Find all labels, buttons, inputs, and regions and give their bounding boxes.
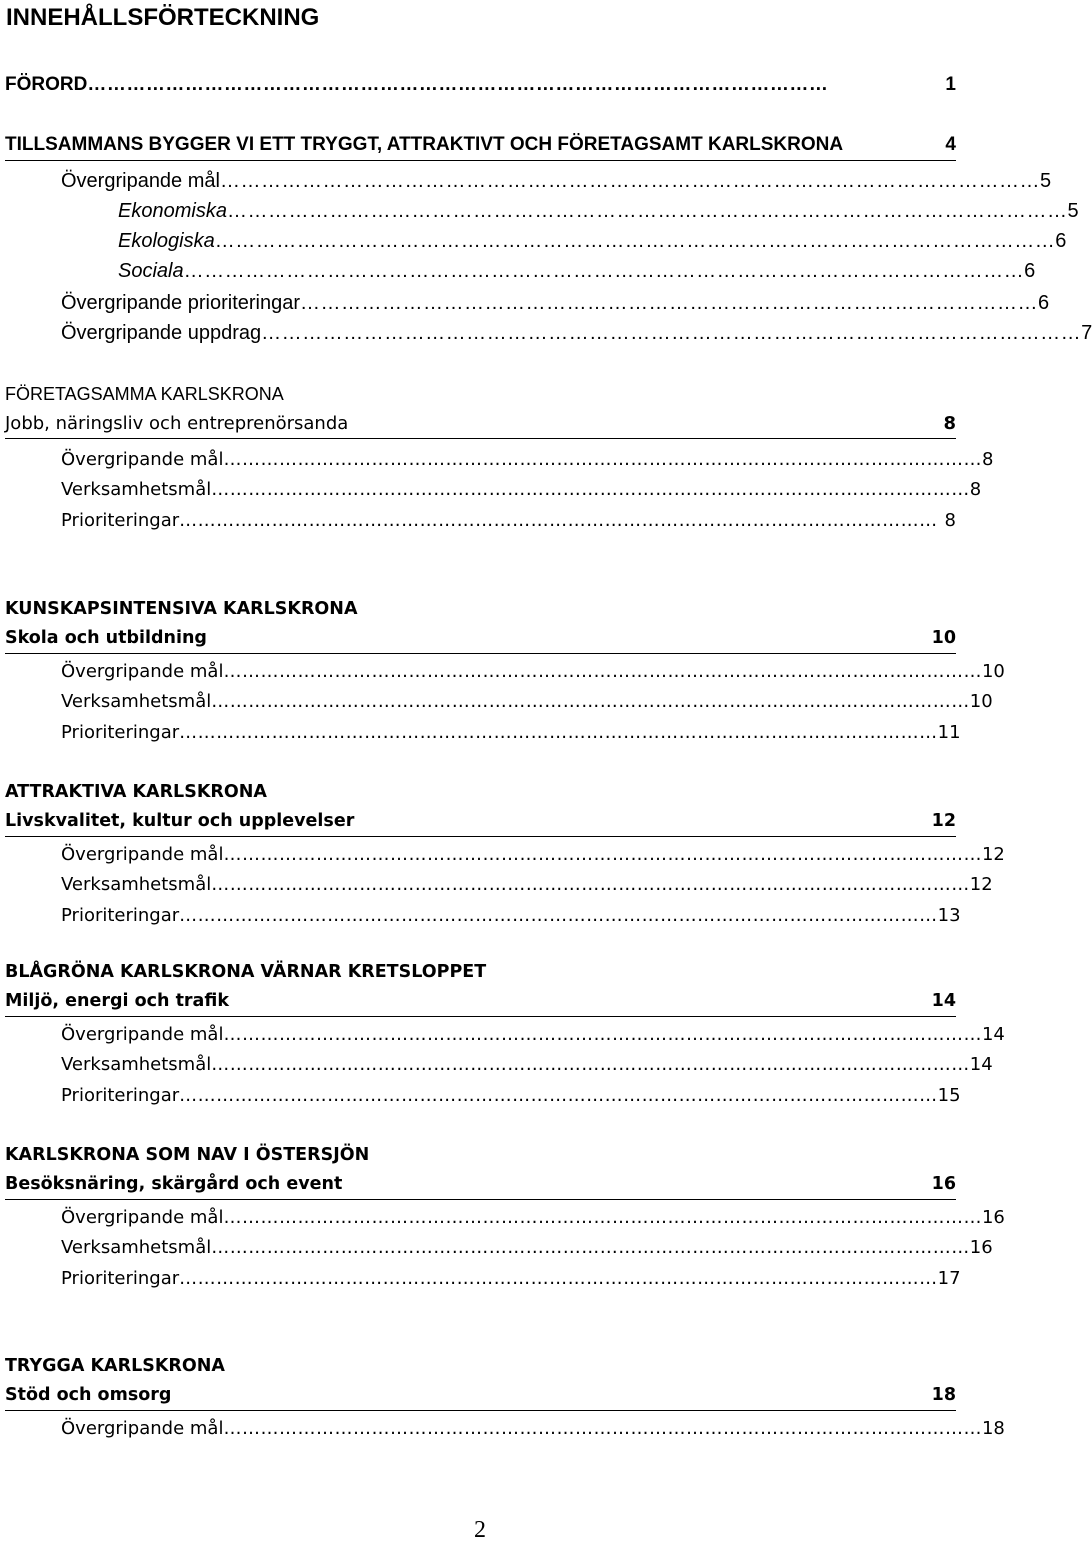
toc-entry[interactable] [61,1202,1005,1232]
toc-entry-label: Övergripande mål [61,448,224,470]
section-heading: BLÅGRÖNA KARLSKRONA VÄRNAR KRETSLOPPET [5,962,487,982]
toc-page-number: 6 [1038,291,1050,314]
toc-entry-label: Sociala [118,259,184,282]
toc-entry-label: TILLSAMMANS BYGGER VI ETT TRYGGT, ATTRAKTIVT OCH FÖRETAGSAMT KARLSKRONA [5,134,844,155]
toc-entry[interactable] [61,1019,1005,1049]
toc-entry-knowledge[interactable] [5,623,956,654]
toc-page-number: 18 [931,1385,956,1405]
toc-entry-label: Besöksnäring, skärgård och event [5,1174,343,1194]
toc-page-number: 12 [931,811,956,831]
toc-page-number: 12 [981,843,1005,865]
toc-page-number: 5 [1067,199,1079,222]
toc-entry-label: Verksamhetsmål [61,478,212,500]
toc-entry-baltic[interactable] [5,1169,956,1200]
toc-entry-label: Prioriteringar [61,509,180,531]
toc-leader-dots: …………………………………………………………………………………………………………… [211,478,970,500]
toc-entry-bluegreen[interactable] [5,986,956,1017]
toc-leader-dots: …………………………………………………………………………………………………………… [223,1206,982,1228]
toc-page-number: 4 [945,134,956,155]
toc-entry[interactable] [61,166,1052,196]
section-heading: TRYGGA KARLSKRONA [5,1356,225,1376]
toc-page-number: 7 [1081,321,1092,344]
section-heading: ATTRAKTIVA KARLSKRONA [5,782,267,802]
toc-page-number: 14 [969,1053,993,1075]
toc-leader-dots: …………………………………………………………………………………………………… [87,74,829,95]
toc-entry[interactable] [118,226,1067,256]
toc-leader-dots: …………………………………………………………………………………………………………… [179,721,938,743]
toc-entry-label: Ekonomiska [118,199,227,222]
toc-page-number: 5 [1039,169,1052,192]
toc-page-number: 1 [945,74,956,95]
toc-entry-label: FÖRORD [5,74,88,95]
toc-page-number: 14 [981,1023,1005,1045]
toc-entry[interactable] [61,1413,1005,1443]
toc-page-number: 17 [937,1267,961,1289]
toc-entry[interactable] [61,1232,993,1262]
toc-entry-label: Stöd och omsorg [5,1385,172,1405]
toc-entry[interactable] [61,444,994,474]
toc-entry[interactable] [61,839,1005,869]
toc-entry-label: Övergripande uppdrag [61,321,262,344]
toc-entry-label: Övergripande mål [61,169,220,192]
toc-entry-label: Prioriteringar [61,1267,180,1289]
toc-entry-label: Verksamhetsmål [61,690,212,712]
toc-leader-dots: …………………………………………………………………………………………………………… [211,1236,970,1258]
toc-page-number: 8 [981,448,994,470]
toc-entry-label: Verksamhetsmål [61,1236,212,1258]
toc-entry-safe[interactable] [5,1380,956,1411]
document-title: INNEHÅLLSFÖRTECKNING [6,4,320,31]
toc-entry[interactable] [61,474,982,504]
toc-entry-label: Miljö, energi och trafik [5,991,229,1011]
toc-entry-label: Övergripande mål [61,1417,224,1439]
toc-entry-foreword[interactable] [5,70,956,100]
toc-entry[interactable] [61,717,961,747]
toc-leader-dots: …………………………………………………………………………………………………………… [179,509,938,531]
toc-entry-label: Jobb, näringsliv och entreprenörsanda [5,412,349,434]
toc-page-number: 12 [969,873,993,895]
toc-page-number: 10 [969,690,993,712]
toc-leader-dots: ………………………………………………………………………………………………………… [219,169,1040,192]
toc-page-number: 11 [937,721,961,743]
toc-leader-dots: …………………………………………………………………………………………………………… [183,259,1025,282]
toc-leader-dots: …………………………………………………………………………………………………………… [211,873,970,895]
toc-entry-label: Livskvalitet, kultur och upplevelser [5,811,355,831]
toc-entry-business[interactable] [5,408,956,439]
toc-page-number: 16 [981,1206,1005,1228]
toc-leader-dots: …………………………………………………………………………………………………………… [211,1053,970,1075]
toc-entry[interactable] [118,196,1079,226]
toc-entry[interactable] [61,1080,961,1110]
toc-entry[interactable] [118,256,1036,286]
toc-entry-label: Verksamhetsmål [61,1053,212,1075]
toc-entry-attractive[interactable] [5,806,956,837]
toc-entry-label: Övergripande mål [61,660,224,682]
toc-entry-label: Övergripande mål [61,1023,224,1045]
toc-entry-label: Prioriteringar [61,1084,180,1106]
toc-entry[interactable] [61,1049,993,1079]
section-heading: FÖRETAGSAMMA KARLSKRONA [5,383,284,404]
toc-entry-together[interactable] [5,130,956,161]
toc-entry-label: Verksamhetsmål [61,873,212,895]
toc-page-number: 6 [1024,259,1036,282]
toc-entry[interactable] [61,656,1005,686]
toc-page-number: 14 [931,991,956,1011]
toc-leader-dots: …………………………………………………………………………………………………………… [223,660,982,682]
toc-page-number: 15 [937,1084,961,1106]
toc-entry-label: Ekologiska [118,229,215,252]
toc-page-number: 16 [931,1174,956,1194]
toc-leader-dots: …………………………………………………………………………………………………………… [211,690,970,712]
toc-entry-label: Prioriteringar [61,721,180,743]
toc-entry-label: Övergripande mål [61,843,224,865]
toc-entry[interactable] [61,869,993,899]
toc-entry-label: Övergripande prioriteringar [61,291,301,314]
toc-leader-dots: ………………………………………………………………………………………………………… [261,321,1082,344]
toc-page-number: 18 [981,1417,1005,1439]
toc-leader-dots: …………………………………………………………………………………………………………… [179,1267,938,1289]
toc-entry[interactable] [61,1263,961,1293]
toc-page-number: 8 [944,509,956,531]
toc-entry[interactable] [61,288,1050,318]
toc-entry[interactable] [61,686,993,716]
section-heading: KARLSKRONA SOM NAV I ÖSTERSJÖN [5,1145,370,1165]
toc-page-number: 16 [969,1236,993,1258]
toc-page-number: 10 [981,660,1005,682]
toc-leader-dots: …………………………………………………………………………………………………………… [179,1084,938,1106]
toc-entry-label: Övergripande mål [61,1206,224,1228]
toc-leader-dots: …………………………………………………………………………………………………………… [223,448,982,470]
toc-page-number: 8 [943,412,956,434]
toc-page-number: 13 [937,904,961,926]
toc-leader-dots: …………………………………………………………………………………………………………… [223,1417,982,1439]
section-heading: KUNSKAPSINTENSIVA KARLSKRONA [5,599,358,619]
toc-entry-label: Prioriteringar [61,904,180,926]
page-number: 2 [474,1517,486,1543]
toc-entry[interactable] [61,505,956,535]
toc-page-number: 8 [969,478,982,500]
toc-entry[interactable] [61,900,961,930]
toc-leader-dots: …………………………………………………………………………………………………………… [179,904,938,926]
toc-entry-label: Skola och utbildning [5,628,207,648]
toc-leader-dots: …………………………………………………………………………………………………………… [214,229,1056,252]
toc-leader-dots: …………………………………………………………………………………………………………… [226,199,1068,222]
toc-leader-dots: …………………………………………………………………………………………………………… [223,843,982,865]
toc-entry[interactable] [61,318,1092,348]
toc-leader-dots: ……………………………………………………………………………………………… [300,291,1039,314]
toc-leader-dots: …………………………………………………………………………………………………………… [223,1023,982,1045]
toc-page-number: 6 [1055,229,1067,252]
toc-page-number: 10 [931,628,956,648]
